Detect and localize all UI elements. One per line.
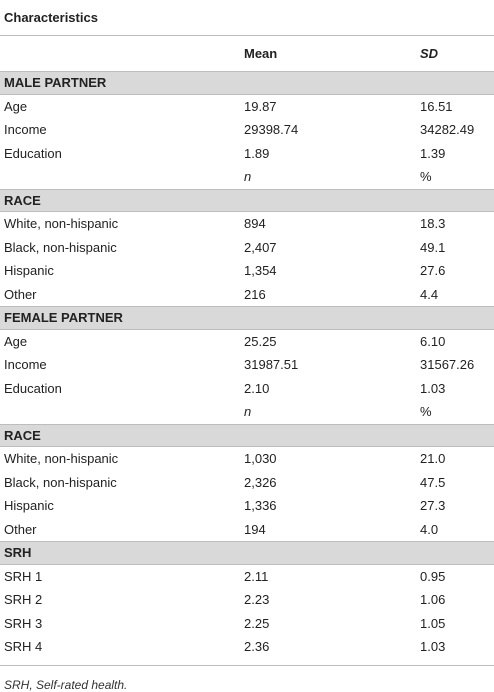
row-label: Income [4,122,47,138]
table-row [0,283,494,307]
section-female-partner: FEMALE PARTNER [0,306,494,330]
row-sd: 1.03 [420,380,446,396]
row-label: Hispanic [4,263,54,279]
row-n: 1,030 [244,451,277,467]
row-label: Hispanic [4,498,54,514]
row-percent: 4.4 [420,286,439,302]
table-row [0,353,494,377]
row-mean: 31987.51 [244,357,299,373]
row-n: 2,326 [244,474,277,490]
table-row [0,447,494,471]
subheader-row [0,400,494,424]
row-sd: 6.10 [420,333,446,349]
header-sd: SD [420,46,439,61]
table-row [0,330,494,354]
row-percent: 4.0 [420,521,439,537]
table-row [0,518,494,542]
section-male-partner: MALE PARTNER [0,71,494,95]
row-sd: 1.06 [420,592,446,608]
row-percent: 21.0 [420,451,446,467]
row-percent: 49.1 [420,239,446,255]
row-mean: 2.10 [244,380,270,396]
subheader-row [0,165,494,189]
header-mean: Mean [244,46,278,61]
row-n: 194 [244,521,266,537]
row-label: Age [4,98,28,114]
table-row [0,118,494,142]
row-n: 2,407 [244,239,277,255]
row-label: Black, non-hispanic [4,239,117,255]
row-label: Black, non-hispanic [4,474,117,490]
column-header-row [0,36,494,71]
row-label: Education [4,380,62,396]
row-label: Education [4,145,62,161]
row-label: White, non-hispanic [4,451,119,467]
table-row [0,494,494,518]
table-row [0,259,494,283]
subheader-n: n [244,404,252,420]
subheader-percent: % [420,169,432,185]
row-label: SRH 1 [4,568,43,584]
row-n: 216 [244,286,266,302]
table-row [0,212,494,236]
row-n: 1,336 [244,498,277,514]
row-sd: 1.39 [420,145,446,161]
row-mean: 1.89 [244,145,270,161]
table-row [0,565,494,589]
row-percent: 18.3 [420,216,446,232]
row-percent: 27.6 [420,263,446,279]
row-sd: 34282.49 [420,122,475,138]
row-label: SRH 3 [4,615,43,631]
row-label: SRH 4 [4,639,43,655]
table-title: Characteristics [0,0,494,36]
row-label: Age [4,333,28,349]
row-mean: 2.23 [244,592,270,608]
table-footnote: SRH, Self-rated health. [4,677,128,692]
subheader-percent: % [420,404,432,420]
row-mean: 25.25 [244,333,277,349]
section-race-female: RACE [0,424,494,448]
row-sd: 16.51 [420,98,453,114]
row-mean: 2.11 [244,568,269,584]
row-n: 894 [244,216,266,232]
row-label: SRH 2 [4,592,43,608]
table-row [0,588,494,612]
row-mean: 2.36 [244,639,270,655]
subheader-n: n [244,169,252,185]
table-row [0,471,494,495]
row-sd: 1.03 [420,639,446,655]
row-sd: 0.95 [420,568,446,584]
row-label: Other [4,521,37,537]
table-row [0,635,494,659]
row-mean: 19.87 [244,98,277,114]
table-row [0,142,494,166]
row-sd: 1.05 [420,615,446,631]
row-sd: 31567.26 [420,357,475,373]
row-n: 1,354 [244,263,277,279]
row-mean: 29398.74 [244,122,299,138]
row-percent: 27.3 [420,498,446,514]
section-srh: SRH [0,541,494,565]
row-percent: 47.5 [420,474,446,490]
table-row [0,377,494,401]
table-row [0,95,494,119]
row-label: Other [4,286,37,302]
table-row [0,612,494,636]
row-label: Income [4,357,47,373]
row-mean: 2.25 [244,615,270,631]
section-race-male: RACE [0,189,494,213]
row-label: White, non-hispanic [4,216,119,232]
table-row [0,236,494,260]
